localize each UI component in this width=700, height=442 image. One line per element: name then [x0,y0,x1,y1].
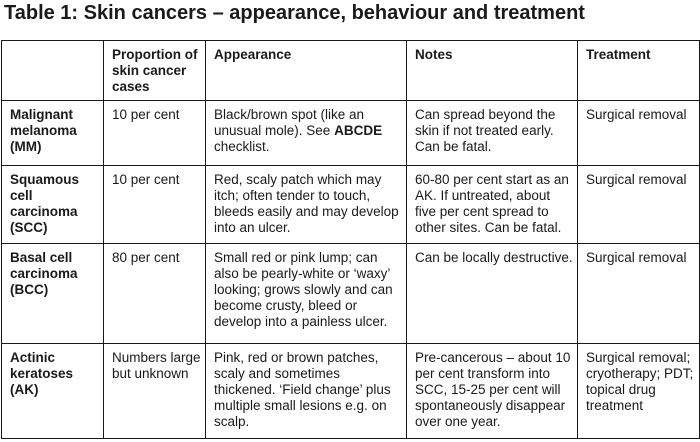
row-treatment: Surgical removal [578,101,700,166]
row-name: Basal cell carcinoma (BCC) [2,244,104,344]
skin-cancer-table [1,40,700,439]
row-treatment: Surgical removal [578,166,700,244]
table-row-mm [2,101,700,166]
row-proportion: Numbers large but unknown [104,344,206,439]
row-notes: Pre-cancerous – about 10 per cent transform into SCC, 15-25 per cent will spontaneously disappear over one year. [407,344,578,439]
appearance-text-end: checklist. [214,139,270,154]
row-notes: 60-80 per cent start as an AK. If untreated, about five per cent spread to other sites. Can be fatal. [407,166,578,244]
table-row-ak [2,344,700,439]
row-treatment: Surgical removal; cryotherapy; PDT; topical drug treatment [578,344,700,439]
row-name: Actinic keratoses (AK) [2,344,104,439]
abcde-keyword: ABCDE [334,123,383,138]
header-cell-empty [2,41,104,101]
row-appearance: Red, scaly patch which may itch; often tender to touch, bleeds easily and may develop into an ulcer. [206,166,407,244]
row-name: Malignant melanoma (MM) [2,101,104,166]
row-appearance [206,101,407,166]
row-appearance: Small red or pink lump; can also be pearly-white or ‘waxy’ looking; grows slowly and can become crusty, bleed or develop into a painless ulcer. [206,244,407,344]
header-notes: Notes [407,41,578,101]
row-proportion: 10 per cent [104,166,206,244]
row-proportion: 80 per cent [104,244,206,344]
row-notes: Can be locally destructive. [407,244,578,344]
header-appearance: Appearance [206,41,407,101]
row-treatment: Surgical removal [578,244,700,344]
table-header-row [2,41,700,101]
header-proportion: Proportion of skin cancer cases [104,41,206,101]
appearance-text: Black/brown spot (like an unusual mole). See [214,107,365,138]
table-title: Table 1: Skin cancers – appearance, behaviour and treatment [4,2,585,24]
row-notes: Can spread beyond the skin if not treated early. Can be fatal. [407,101,578,166]
row-name: Squamous cell carcinoma (SCC) [2,166,104,244]
table-row-bcc [2,244,700,344]
row-proportion: 10 per cent [104,101,206,166]
row-appearance: Pink, red or brown patches, scaly and sometimes thickened. ‘Field change’ plus multiple small lesions e.g. on scalp. [206,344,407,439]
table-row-scc [2,166,700,244]
header-treatment: Treatment [578,41,700,101]
